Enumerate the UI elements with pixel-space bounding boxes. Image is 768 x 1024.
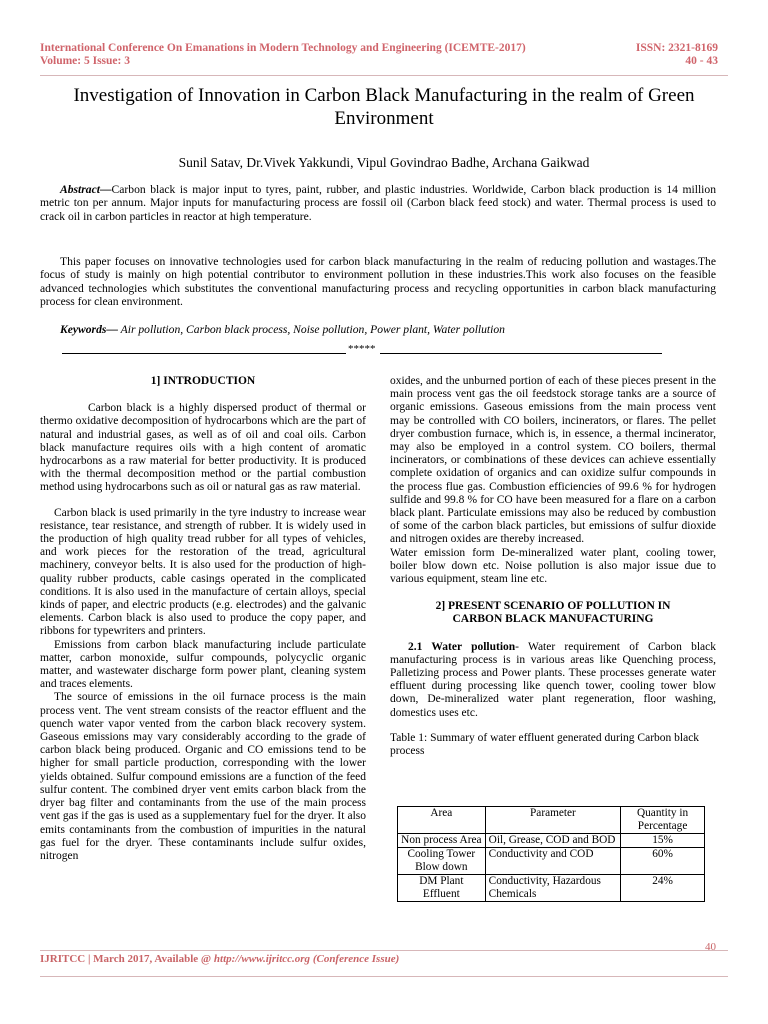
section-separator: ***** (62, 343, 662, 357)
table-row (398, 848, 705, 875)
table-cell: Conductivity and COD (485, 848, 621, 875)
authors: Sunil Satav, Dr.Vivek Yakkundi, Vipul Govindrao Badhe, Archana Gaikwad (178, 155, 590, 170)
table-cell: DM Plant Effluent (398, 875, 486, 902)
abstract-label: Abstract— (60, 183, 112, 196)
table-cell: Non process Area (398, 834, 486, 848)
intro-paragraph-1: Carbon black is a highly dispersed product of thermal or thermo oxidative decomposition of hydrocarbons which are the part of natural and industrial gases, as well as of oil and coal oils. Carbon black manufacture requires oils with a high content of aromatic hydrocarbons as a raw material for better productivity. It is produced with the thermal decomposition method or the partial combustion method using hydrocarbons such as oil or natural gas as raw material. (40, 402, 366, 494)
table-caption: Table 1: Summary of water effluent generated during Carbon black process (390, 731, 700, 758)
water-pollution-paragraph: 2.1 Water pollution- Water requirement of Carbon black manufacturing process is in various areas like Quenching process, Palletizing process and Power plants. These processes generate water effluent during processing like quench tower, cooling tower blow down, De-mineralized water plant regeneration, floor washing, domestics uses etc. (390, 640, 716, 719)
page-number: 40 (705, 941, 716, 953)
conference-name: International Conference On Emanations in Modern Technology and Engineering (ICEMTE-2017) (40, 42, 526, 54)
table-row (398, 834, 705, 848)
keywords-label: Keywords— (60, 323, 118, 336)
keywords (40, 323, 716, 336)
page-footer: IJRITCC | March 2017, Available @ http://www.ijritcc.org (Conference Issue) (40, 953, 400, 965)
abstract-text: Carbon black is major input to tyres, paint, rubber, and plastic industries. Worldwide, Carbon black production is 14 million metric ton per annum. Major inputs for manufacturing process are fossil oil (Carbon black feed stock) and water. Thermal process is used to crack oil in carbon particles in reactor at high temperature. (40, 183, 716, 223)
intro-paragraph-4: The source of emissions in the oil furnace process is the main process vent. The vent stream consists of the reactor effluent and the quench water vapor vented from the carbon black recovery system. Gaseous emissions may vary considerably according to the grade of carbon black being produced. Organic and CO emissions tend to be higher for small particle production, corresponding with the lower yields obtained. Sulfur compound emissions are a function of the feed sulfur content. The combined dryer vent emits carbon black from the dryer bag filter and contaminants from the use of the main process vent gas if the gas is used as a supplementary fuel for the dryer. It also emits contaminants from the combustion of impurities in the natural gas fuel for the dryer. These contaminants include sulfur oxides, nitrogen (40, 691, 366, 862)
footer-link[interactable]: http://www.ijritcc.org (213, 953, 311, 965)
volume-issue: Volume: 5 Issue: 3 (40, 55, 130, 67)
table-header-cell: Quantity in Percentage (621, 807, 705, 834)
right-paragraph-1: oxides, and the unburned portion of each of these pieces present in the main process vent gas the oil feedstock storage tanks are a source of organic emissions. Gaseous emissions from the main process vent may be controlled with CO boilers, incinerators, or flares. The pellet dryer combustion furnace, which is, in essence, a thermal incinerator, may also be employed in a control system. CO boilers, thermal incinerators, or combinations of these devices can achieve essentially complete oxidation of organics and can oxidize sulfur compounds in the process flue gas. Combustion efficiencies of 99.6 % for hydrogen sulfide and 99.8 % for CO have been measured for a flare on a carbon black plant. Particulate emissions may also be reduced by combustion of some of the carbon black particles, but emissions of sulfur dioxide and nitrogen oxides are thereby increased. (390, 375, 716, 546)
table-cell: 24% (621, 875, 705, 902)
intro-paragraph-2: Carbon black is used primarily in the tyre industry to increase wear resistance, tear resistance, and strength of rubber. It is widely used in the production of high quality tread rubber for all types of vehicles, and work pieces for the restoration of the tread, agricultural machinery, conveyor belts. It is also used for the production of high-quality rubber products, cable casings operated in the complicated conditions. It is also used in the manufacture of certain alloys, special kinds of paper, and electric products (e.g. electrodes) and the galvanic elements. Carbon black is also used to produce the copy paper, and ribbons for typewriters and printers. (40, 506, 366, 638)
table-header-cell: Area (398, 807, 486, 834)
header-rule (40, 75, 728, 76)
page-range: 40 - 43 (685, 55, 718, 67)
left-column (40, 375, 366, 863)
right-column (390, 375, 716, 758)
table-cell: 15% (621, 834, 705, 848)
table-header-cell: Parameter (485, 807, 621, 834)
right-paragraph-2: Water emission form De-mineralized water plant, cooling tower, boiler blow down etc. Noise pollution is also major issue due to various equipment, steam line etc. (390, 546, 716, 586)
issn: ISSN: 2321-8169 (635, 42, 718, 54)
subsection-label: 2.1 Water pollution (408, 640, 516, 653)
table-row (398, 875, 705, 902)
intro-paragraph-3: Emissions from carbon black manufacturing include particulate matter, carbon monoxide, sulfur compounds, polycyclic organic matter, and wastewater discharge form power plant, cleaning system and traces elements. (40, 638, 366, 691)
water-effluent-table (397, 806, 705, 902)
table-cell: 60% (621, 848, 705, 875)
table-cell: Conductivity, Hazardous Chemicals (485, 875, 621, 902)
intro-heading: 1] INTRODUCTION (150, 375, 256, 387)
table-cell: Oil, Grease, COD and BOD (485, 834, 621, 848)
abstract-paragraph-2: This paper focuses on innovative technologies used for carbon black manufacturing in the realm of reducing pollution and wastages.The focus of study is mainly on high potential contributor to environment pollution in these industries.This work also focuses on the feasible advanced technologies which substitutes the conventional manufacturing process and recycling opportunities in carbon black manufacturing process for clean environment. (40, 255, 716, 309)
abstract (40, 183, 716, 223)
footer-rule (40, 950, 728, 951)
paper-title: Investigation of Innovation in Carbon Black Manufacturing in the realm of Green Environment (73, 85, 695, 129)
footer-rule-bottom (40, 976, 728, 977)
table-header-row (398, 807, 705, 834)
table-cell: Cooling Tower Blow down (398, 848, 486, 875)
section-2-heading: 2] PRESENT SCENARIO OF POLLUTION IN CARBON BLACK MANUFACTURING (435, 600, 671, 626)
keywords-text: Air pollution, Carbon black process, Noise pollution, Power plant, Water pollution (117, 323, 505, 336)
